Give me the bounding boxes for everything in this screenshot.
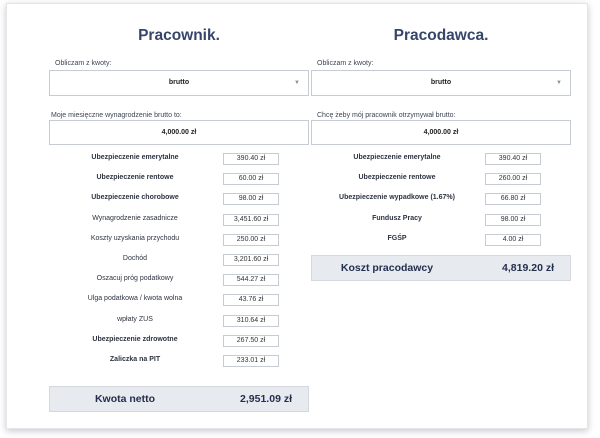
breakdown-value-field: 3,201.60 zł (223, 254, 279, 266)
breakdown-row (311, 214, 571, 226)
breakdown-value-field: 310.64 zł (223, 315, 279, 327)
breakdown-label: Ulga podatkowa / kwota wolna (87, 295, 183, 303)
breakdown-row (49, 214, 309, 226)
breakdown-row (49, 254, 309, 266)
breakdown-label: Ubezpieczenie rentowe (96, 174, 174, 182)
breakdown-row (49, 294, 309, 306)
net-amount-box (49, 386, 309, 412)
net-amount-value: 2,951.09 zł (240, 393, 292, 405)
breakdown-label: Ubezpieczenie emerytalne (91, 154, 179, 161)
employee-mode-label: Obliczam z kwoty: (55, 60, 112, 67)
employee-title: Pracownik. (138, 27, 220, 44)
breakdown-value-field: 43.76 zł (223, 294, 279, 306)
breakdown-label: Zaliczka na PIT (109, 356, 161, 363)
chevron-down-icon: ▼ (556, 80, 562, 86)
breakdown-row (49, 234, 309, 246)
employee-salary-input[interactable]: 4,000.00 zł (49, 120, 309, 145)
employee-salary-label: Moje miesięczne wynagrodzenie brutto to: (51, 112, 182, 119)
breakdown-value-field: 3,451.60 zł (223, 214, 279, 226)
breakdown-row (49, 335, 309, 347)
employer-cost-label: Koszt pracodawcy (340, 262, 434, 274)
breakdown-value-field: 267.50 zł (223, 335, 279, 347)
breakdown-row (49, 355, 309, 367)
breakdown-row (311, 193, 571, 205)
employee-mode-value: brutto (168, 79, 190, 86)
employer-cost-value: 4,819.20 zł (502, 262, 554, 274)
breakdown-label: Ubezpieczenie chorobowe (91, 194, 179, 202)
breakdown-value-field: 390.40 zł (485, 153, 541, 165)
employer-title: Pracodawca. (393, 27, 489, 44)
breakdown-row (49, 153, 309, 165)
breakdown-label: wpłaty ZUS (117, 315, 153, 323)
breakdown-row (311, 234, 571, 246)
chevron-down-icon: ▼ (294, 80, 300, 86)
breakdown-value-field: 98.00 zł (485, 214, 541, 226)
breakdown-row (49, 315, 309, 327)
breakdown-value-field: 60.00 zł (223, 173, 279, 185)
net-amount-label: Kwota netto (94, 393, 156, 405)
breakdown-label: Oszacuj próg podatkowy (96, 275, 174, 283)
breakdown-label: Koszty uzyskania przychodu (90, 234, 180, 242)
breakdown-value-field: 98.00 zł (223, 193, 279, 205)
breakdown-value-field: 250.00 zł (223, 234, 279, 246)
employer-cost-box (311, 255, 571, 281)
breakdown-row (49, 193, 309, 205)
employer-mode-select[interactable] (311, 70, 571, 96)
breakdown-value-field: 4.00 zł (485, 234, 541, 246)
employer-mode-label: Obliczam z kwoty: (317, 60, 374, 67)
employer-salary-input[interactable]: 4,000.00 zł (311, 120, 571, 145)
employer-salary-label: Chcę żeby mój pracownik otrzymywał brutto: (317, 112, 456, 119)
breakdown-row (311, 173, 571, 185)
breakdown-row (49, 173, 309, 185)
breakdown-label: Fundusz Pracy (372, 214, 422, 222)
calculator-panel (6, 3, 588, 429)
breakdown-label: Ubezpieczenie wypadkowe (1.67%) (339, 194, 455, 202)
breakdown-value-field: 544.27 zł (223, 274, 279, 286)
breakdown-row (311, 153, 571, 165)
breakdown-value-field: 233.01 zł (223, 355, 279, 367)
breakdown-value-field: 66.80 zł (485, 193, 541, 205)
breakdown-row (49, 274, 309, 286)
breakdown-value-field: 260.00 zł (485, 173, 541, 185)
breakdown-label: Ubezpieczenie emerytalne (353, 154, 441, 161)
breakdown-value-field: 390.40 zł (223, 153, 279, 165)
breakdown-label: Ubezpieczenie zdrowotne (92, 335, 178, 343)
breakdown-label: Wynagrodzenie zasadnicze (92, 214, 178, 222)
breakdown-label: FGŚP (387, 234, 407, 242)
breakdown-label: Ubezpieczenie rentowe (358, 174, 436, 182)
employee-mode-select[interactable] (49, 70, 309, 96)
employer-mode-value: brutto (430, 79, 452, 86)
breakdown-label: Dochód (122, 255, 148, 262)
